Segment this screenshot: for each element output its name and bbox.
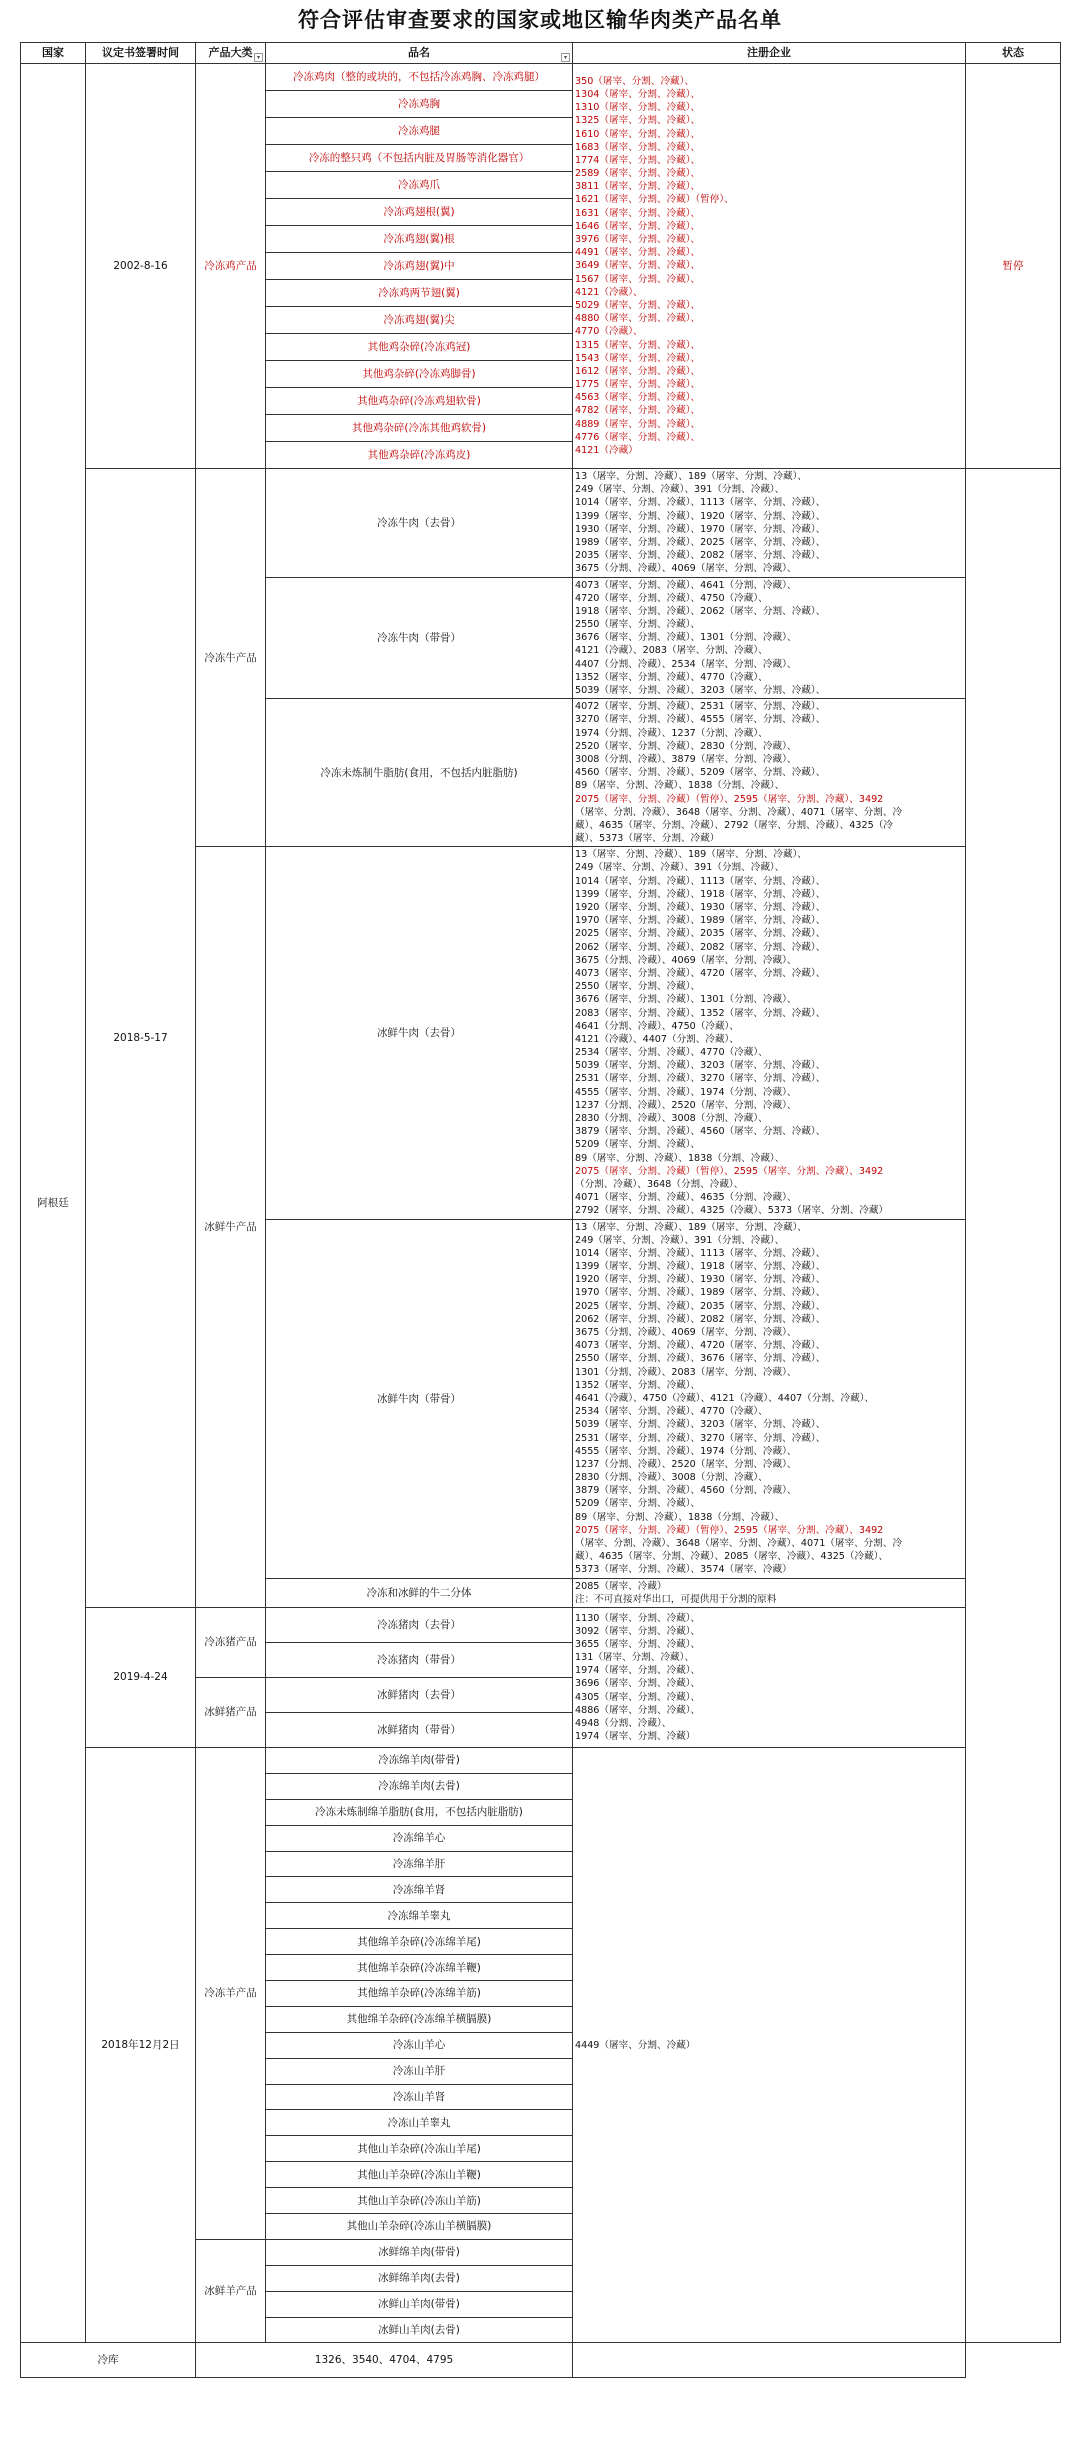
product-cell: 冷冻绵羊肉(带骨) bbox=[266, 1747, 573, 1773]
enterprise-line: 4407（分割、冷藏）、2534（屠宰、分割、冷藏）、 bbox=[575, 658, 797, 670]
enterprise-line: 4886（屠宰、分割、冷藏）、 bbox=[575, 1704, 701, 1716]
enterprise-line: 藏）、5373（屠宰、分割、冷藏） bbox=[575, 833, 720, 845]
product-cell: 其他鸡杂碎(冷冻鸡脚骨) bbox=[266, 361, 573, 388]
enterprise-line: 4560（屠宰、分割、冷藏）、5209（屠宰、分割、冷藏）、 bbox=[575, 767, 826, 779]
enterprise-line: 131（屠宰、分割、冷藏）、 bbox=[575, 1652, 695, 1664]
enterprise-cell bbox=[573, 469, 966, 578]
enterprise-line: （分割、冷藏）、3648（分割、冷藏）、 bbox=[575, 1178, 744, 1190]
enterprise-line: 4555（屠宰、分割、冷藏）、1974（分割、冷藏）、 bbox=[575, 1445, 797, 1457]
product-cell: 冷冻绵羊肉(去骨) bbox=[266, 1773, 573, 1799]
header-enterprise: 注册企业 bbox=[573, 43, 966, 64]
enterprise-line: 藏）、4635（屠宰、分割、冷藏）、2085（屠宰、冷藏）、4325（冷藏）、 bbox=[575, 1551, 889, 1563]
enterprise-line: 249（屠宰、分割、冷藏）、391（分割、冷藏）、 bbox=[575, 484, 785, 496]
enterprise-line: 89（屠宰、分割、冷藏）、1838（分割、冷藏）、 bbox=[575, 1511, 785, 1523]
enterprise-line: 5373（屠宰、分割、冷藏）、3574（屠宰、冷藏） bbox=[575, 1564, 792, 1576]
product-cell: 其他绵羊杂碎(冷冻绵羊横膈膜) bbox=[266, 2006, 573, 2032]
enterprise-line: 1310（屠宰、分割、冷藏）、 bbox=[575, 102, 701, 114]
enterprise-line: 1612（屠宰、分割、冷藏）、 bbox=[575, 365, 701, 377]
category-cell: 冷冻鸡产品 bbox=[196, 64, 266, 469]
product-cell: 冷冻鸡翅(翼)尖 bbox=[266, 307, 573, 334]
product-cell: 冷冻绵羊肾 bbox=[266, 1877, 573, 1903]
enterprise-line: 4121（冷藏） bbox=[575, 445, 638, 457]
table-row bbox=[21, 1747, 1061, 1773]
product-cell: 冷冻鸡胸 bbox=[266, 91, 573, 118]
enterprise-line: 1974（屠宰、分割、冷藏）、 bbox=[575, 1665, 701, 1677]
header-country: 国家 bbox=[21, 43, 86, 64]
enterprise-line: 1775（屠宰、分割、冷藏）、 bbox=[575, 379, 701, 391]
enterprise-line: （屠宰、分割、冷藏）、3648（屠宰、分割、冷藏）、4071（屠宰、分割、冷 bbox=[575, 806, 903, 818]
enterprise-line: 1974（分割、冷藏）、1237（分割、冷藏）、 bbox=[575, 727, 768, 739]
enterprise-line: 2830（分割、冷藏）、3008（分割、冷藏）、 bbox=[575, 1113, 768, 1124]
enterprise-line: 13（屠宰、分割、冷藏）、189（屠宰、分割、冷藏）、 bbox=[575, 849, 807, 861]
product-cell: 冷冻绵羊肝 bbox=[266, 1851, 573, 1877]
enterprise-line: 5039（屠宰、分割、冷藏）、3203（屠宰、分割、冷藏）、 bbox=[575, 1060, 826, 1072]
enterprise-line: 4782（屠宰、分割、冷藏）、 bbox=[575, 405, 701, 417]
product-cell: 其他鸡杂碎(冷冻鸡皮) bbox=[266, 442, 573, 469]
enterprise-line: 1301（分割、冷藏）、2083（屠宰、分割、冷藏）、 bbox=[575, 1366, 797, 1378]
page-title: 符合评估审查要求的国家或地区输华肉类产品名单 bbox=[298, 7, 782, 32]
product-cell: 冷冻猪肉（去骨） bbox=[266, 1607, 573, 1642]
enterprise-line: 1970（屠宰、分割、冷藏）、1989（屠宰、分割、冷藏）、 bbox=[575, 915, 826, 927]
enterprise-line: 3676（屠宰、分割、冷藏）、1301（分割、冷藏）、 bbox=[575, 632, 797, 644]
enterprise-line: 4770（冷藏）、 bbox=[575, 326, 643, 338]
enterprise-line: 3655（屠宰、分割、冷藏）、 bbox=[575, 1638, 701, 1650]
enterprise-line: 3976（屠宰、分割、冷藏）、 bbox=[575, 234, 701, 246]
enterprise-line: 4121（冷藏）、4407（分割、冷藏）、 bbox=[575, 1033, 739, 1045]
product-cell: 其他绵羊杂碎(冷冻绵羊尾) bbox=[266, 1929, 573, 1955]
enterprise-line: 2075（屠宰、分割、冷藏）（暂停）、2595（屠宰、分割、冷藏）、3492 bbox=[575, 793, 884, 805]
enterprise-line: 2035（屠宰、分割、冷藏）、2082（屠宰、分割、冷藏）、 bbox=[575, 550, 826, 562]
enterprise-line: 2550（屠宰、分割、冷藏）、 bbox=[575, 619, 701, 631]
enterprise-line: 3675（分割、冷藏）、4069（屠宰、分割、冷藏）、 bbox=[575, 954, 797, 966]
enterprise-line: 4072（屠宰、分割、冷藏）、2531（屠宰、分割、冷藏）、 bbox=[575, 701, 826, 713]
enterprise-line: 1325（屠宰、分割、冷藏）、 bbox=[575, 115, 701, 127]
enterprise-line: 3879（屠宰、分割、冷藏）、4560（分割、冷藏）、 bbox=[575, 1485, 797, 1497]
date-cell: 2019-4-24 bbox=[86, 1607, 196, 1747]
enterprise-line: 4073（屠宰、分割、冷藏）、4720（屠宰、分割、冷藏）、 bbox=[575, 967, 826, 979]
enterprise-line: 4641（冷藏）、4750（冷藏）、4121（冷藏）、4407（分割、冷藏）、 bbox=[575, 1392, 875, 1404]
enterprise-line: 2531（屠宰、分割、冷藏）、3270（屠宰、分割、冷藏）、 bbox=[575, 1073, 826, 1085]
enterprise-line: 2062（屠宰、分割、冷藏）、2082（屠宰、分割、冷藏）、 bbox=[575, 1313, 826, 1325]
enterprise-line: 13（屠宰、分割、冷藏）、189（屠宰、分割、冷藏）、 bbox=[575, 1221, 807, 1233]
country-cell: 阿根廷 bbox=[21, 64, 86, 2343]
enterprise-line: 2025（屠宰、分割、冷藏）、2035（屠宰、分割、冷藏）、 bbox=[575, 1300, 826, 1312]
product-cell: 冷冻鸡两节翅(翼) bbox=[266, 280, 573, 307]
product-cell: 冰鲜猪肉（去骨） bbox=[266, 1677, 573, 1712]
enterprise-line: 3649（屠宰、分割、冷藏）、 bbox=[575, 260, 701, 272]
enterprise-cell bbox=[573, 1607, 966, 1747]
header-row bbox=[21, 43, 1061, 64]
enterprise-line: 1014（屠宰、分割、冷藏）、1113（屠宰、分割、冷藏）、 bbox=[575, 875, 826, 887]
enterprise-cell bbox=[573, 64, 966, 469]
enterprise-line: 1930（屠宰、分割、冷藏）、1970（屠宰、分割、冷藏）、 bbox=[575, 523, 826, 535]
enterprise-line: 3676（屠宰、分割、冷藏）、1301（分割、冷藏）、 bbox=[575, 994, 797, 1006]
category-cell: 冰鲜羊产品 bbox=[196, 2239, 266, 2343]
enterprise-line: 1646（屠宰、分割、冷藏）、 bbox=[575, 220, 701, 232]
enterprise-line: 4555（屠宰、分割、冷藏）、1974（分割、冷藏）、 bbox=[575, 1086, 797, 1098]
enterprise-line: 249（屠宰、分割、冷藏）、391（分割、冷藏）、 bbox=[575, 1234, 785, 1246]
enterprise-line: 1974（屠宰、分割、冷藏） bbox=[575, 1731, 696, 1743]
cold-storage-enterprises: 1326、3540、4704、4795 bbox=[196, 2343, 573, 2378]
product-cell: 冰鲜牛肉（去骨） bbox=[266, 847, 573, 1219]
enterprise-line: 1631（屠宰、分割、冷藏）、 bbox=[575, 207, 701, 219]
product-cell: 其他山羊杂碎(冷冻山羊鞭) bbox=[266, 2162, 573, 2188]
product-cell: 其他绵羊杂碎(冷冻绵羊鞭) bbox=[266, 1955, 573, 1981]
category-cell: 冷冻牛产品 bbox=[196, 469, 266, 847]
cold-storage-label: 冷库 bbox=[21, 2343, 196, 2378]
product-cell: 冰鲜猪肉（带骨） bbox=[266, 1712, 573, 1747]
enterprise-line: 2534（屠宰、分割、冷藏）、4770（冷藏）、 bbox=[575, 1047, 768, 1059]
product-cell: 冷冻鸡腿 bbox=[266, 118, 573, 145]
enterprise-line: 1352（屠宰、分割、冷藏）、 bbox=[575, 1379, 701, 1391]
enterprise-line: 1304（屠宰、分割、冷藏）、 bbox=[575, 88, 701, 100]
enterprise-line: 1399（屠宰、分割、冷藏）、1918（屠宰、分割、冷藏）、 bbox=[575, 1261, 826, 1273]
enterprise-line: 1683（屠宰、分割、冷藏）、 bbox=[575, 141, 701, 153]
enterprise-line: 4720（屠宰、分割、冷藏）、4750（冷藏）、 bbox=[575, 592, 768, 604]
product-cell: 冰鲜山羊肉(去骨) bbox=[266, 2317, 573, 2343]
enterprise-line: 2062（屠宰、分割、冷藏）、2082（屠宰、分割、冷藏）、 bbox=[575, 941, 826, 953]
enterprise-line: 1918（屠宰、分割、冷藏）、2062（屠宰、分割、冷藏）、 bbox=[575, 605, 826, 617]
enterprise-line: 1567（屠宰、分割、冷藏）、 bbox=[575, 273, 701, 285]
product-cell: 冷冻牛肉（带骨） bbox=[266, 577, 573, 699]
status-cell bbox=[573, 2343, 966, 2378]
enterprise-line: 1970（屠宰、分割、冷藏）、1989（屠宰、分割、冷藏）、 bbox=[575, 1287, 826, 1299]
enterprise-line: 2075（屠宰、分割、冷藏）（暂停）、2595（屠宰、分割、冷藏）、3492 bbox=[575, 1165, 884, 1177]
enterprise-line: 1237（分割、冷藏）、2520（屠宰、分割、冷藏）、 bbox=[575, 1099, 797, 1111]
enterprise-line: 2792（屠宰、分割、冷藏）、4325（冷藏）、5373（屠宰、分割、冷藏） bbox=[575, 1205, 889, 1217]
product-cell: 冷冻鸡爪 bbox=[266, 172, 573, 199]
product-cell: 冷冻牛肉（去骨） bbox=[266, 469, 573, 578]
enterprise-line: 1989（屠宰、分割、冷藏）、2025（屠宰、分割、冷藏）、 bbox=[575, 536, 826, 548]
table-row bbox=[21, 2343, 1061, 2378]
enterprise-line: 13（屠宰、分割、冷藏）、189（屠宰、分割、冷藏）、 bbox=[575, 471, 807, 482]
product-cell: 其他鸡杂碎(冷冻鸡冠) bbox=[266, 334, 573, 361]
enterprise-line: 1130（屠宰、分割、冷藏）、 bbox=[575, 1612, 701, 1624]
category-cell: 冷冻猪产品 bbox=[196, 1607, 266, 1677]
enterprise-line: 3092（屠宰、分割、冷藏）、 bbox=[575, 1625, 701, 1637]
enterprise-line: 4491（屠宰、分割、冷藏）、 bbox=[575, 247, 701, 259]
product-cell: 其他鸡杂碎(冷冻鸡翅软骨) bbox=[266, 388, 573, 415]
enterprise-line: 4880（屠宰、分割、冷藏）、 bbox=[575, 313, 701, 325]
enterprise-line: 1399（屠宰、分割、冷藏）、1918（屠宰、分割、冷藏）、 bbox=[575, 888, 826, 900]
meat-product-table bbox=[20, 42, 1061, 2378]
enterprise-line: 4776（屠宰、分割、冷藏）、 bbox=[575, 431, 701, 443]
enterprise-line: 1014（屠宰、分割、冷藏）、1113（屠宰、分割、冷藏）、 bbox=[575, 1247, 826, 1259]
table-row bbox=[21, 1607, 1061, 1642]
product-cell: 其他绵羊杂碎(冷冻绵羊筋) bbox=[266, 1980, 573, 2006]
enterprise-line: 5039（屠宰、分割、冷藏）、3203（屠宰、分割、冷藏）、 bbox=[575, 1419, 826, 1431]
enterprise-line: 5039（屠宰、分割、冷藏）、3203（屠宰、分割、冷藏）、 bbox=[575, 685, 826, 696]
enterprise-line: 4563（屠宰、分割、冷藏）、 bbox=[575, 392, 701, 404]
enterprise-line: 1237（分割、冷藏）、2520（屠宰、分割、冷藏）、 bbox=[575, 1458, 797, 1470]
header-product[interactable]: 品名 ▾ bbox=[266, 43, 573, 64]
enterprise-line: 2083（屠宰、分割、冷藏）、1352（屠宰、分割、冷藏）、 bbox=[575, 1007, 826, 1019]
category-cell: 冰鲜猪产品 bbox=[196, 1677, 266, 1747]
product-cell: 冷冻绵羊睾丸 bbox=[266, 1903, 573, 1929]
table-row bbox=[21, 64, 1061, 91]
product-cell: 冷冻鸡翅(翼)中 bbox=[266, 253, 573, 280]
enterprise-line: 5029（屠宰、分割、冷藏）、 bbox=[575, 299, 701, 311]
enterprise-line: 2550（屠宰、分割、冷藏）、 bbox=[575, 981, 701, 993]
enterprise-line: 4641（分割、冷藏）、4750（冷藏）、 bbox=[575, 1020, 739, 1032]
product-cell: 冷冻山羊肝 bbox=[266, 2058, 573, 2084]
enterprise-line: 3696（屠宰、分割、冷藏）、 bbox=[575, 1678, 701, 1690]
product-cell: 其他山羊杂碎(冷冻山羊尾) bbox=[266, 2136, 573, 2162]
product-cell: 冷冻鸡翅(翼)根 bbox=[266, 226, 573, 253]
enterprise-line: 1621（屠宰、分割、冷藏）（暂停）、 bbox=[575, 194, 734, 206]
product-cell: 冷冻绵羊心 bbox=[266, 1825, 573, 1851]
enterprise-line: 1399（屠宰、分割、冷藏）、1920（屠宰、分割、冷藏）、 bbox=[575, 510, 826, 522]
enterprise-line: 2830（分割、冷藏）、3008（分割、冷藏）、 bbox=[575, 1472, 768, 1484]
category-cell: 冷冻羊产品 bbox=[196, 1747, 266, 2239]
date-cell: 2002-8-16 bbox=[86, 64, 196, 469]
enterprise-line: 注：不可直接对华出口，可提供用于分割的原料 bbox=[575, 1593, 777, 1605]
product-cell: 冷冻鸡翅根(翼) bbox=[266, 199, 573, 226]
enterprise-line: 3675（分割、冷藏）、4069（屠宰、分割、冷藏）、 bbox=[575, 1327, 797, 1338]
enterprise-line: 2550（屠宰、分割、冷藏）、3676（屠宰、分割、冷藏）、 bbox=[575, 1353, 826, 1365]
enterprise-cell bbox=[573, 699, 966, 847]
enterprise-line: 4071（屠宰、分割、冷藏）、4635（分割、冷藏）、 bbox=[575, 1192, 797, 1204]
enterprise-cell bbox=[573, 577, 966, 699]
enterprise-line: 4305（屠宰、分割、冷藏）、 bbox=[575, 1691, 701, 1703]
enterprise-line: 4121（冷藏）、2083（屠宰、分割、冷藏）、 bbox=[575, 645, 768, 657]
product-cell: 冰鲜山羊肉(带骨) bbox=[266, 2291, 573, 2317]
enterprise-line: 2520（屠宰、分割、冷藏）、2830（分割、冷藏）、 bbox=[575, 740, 797, 752]
status-cell: 暂停 bbox=[966, 64, 1061, 469]
product-cell: 其他山羊杂碎(冷冻山羊横膈膜) bbox=[266, 2213, 573, 2239]
category-cell: 冰鲜牛产品 bbox=[196, 847, 266, 1608]
filter-dropdown-icon[interactable]: ▾ bbox=[561, 53, 570, 62]
product-cell: 冷冻未炼制牛脂肪(食用，不包括内脏脂肪) bbox=[266, 699, 573, 847]
enterprise-line: 4073（屠宰、分割、冷藏）、4641（分割、冷藏）、 bbox=[575, 579, 797, 591]
enterprise-line: 2025（屠宰、分割、冷藏）、2035（屠宰、分割、冷藏）、 bbox=[575, 928, 826, 940]
enterprise-cell bbox=[573, 1578, 966, 1607]
table-row bbox=[21, 469, 1061, 578]
enterprise-line: 5209（屠宰、分割、冷藏）、 bbox=[575, 1498, 701, 1510]
enterprise-cell bbox=[573, 847, 966, 1219]
enterprise-line: 4948（分割、冷藏）、 bbox=[575, 1718, 672, 1729]
enterprise-line: 1920（屠宰、分割、冷藏）、1930（屠宰、分割、冷藏）、 bbox=[575, 902, 826, 913]
header-category[interactable]: 产品大类 ▾ bbox=[196, 43, 266, 64]
enterprise-line: 89（屠宰、分割、冷藏）、1838（分割、冷藏）、 bbox=[575, 1152, 785, 1164]
product-cell: 冷冻山羊睾丸 bbox=[266, 2110, 573, 2136]
enterprise-line: 1014（屠宰、分割、冷藏）、1113（屠宰、分割、冷藏）、 bbox=[575, 497, 826, 509]
filter-dropdown-icon[interactable]: ▾ bbox=[254, 53, 263, 62]
product-cell: 冷冻山羊肾 bbox=[266, 2084, 573, 2110]
enterprise-line: 1774（屠宰、分割、冷藏）、 bbox=[575, 154, 701, 166]
product-cell: 冷冻鸡肉（整的或块的，不包括冷冻鸡胸、冷冻鸡腿） bbox=[266, 64, 573, 91]
product-cell: 冰鲜绵羊肉(去骨) bbox=[266, 2265, 573, 2291]
enterprise-line: 89（屠宰、分割、冷藏）、1838（分割、冷藏）、 bbox=[575, 780, 785, 792]
enterprise-line: 1610（屠宰、分割、冷藏）、 bbox=[575, 128, 701, 140]
enterprise-line: 2534（屠宰、分割、冷藏）、4770（冷藏）、 bbox=[575, 1406, 768, 1418]
enterprise-line: 2531（屠宰、分割、冷藏）、3270（屠宰、分割、冷藏）、 bbox=[575, 1432, 826, 1444]
enterprise-line: 350（屠宰、分割、冷藏）、 bbox=[575, 75, 695, 87]
enterprise-line: 3008（分割、冷藏）、3879（屠宰、分割、冷藏）、 bbox=[575, 753, 797, 765]
enterprise-line: 2075（屠宰、分割、冷藏）（暂停）、2595（屠宰、分割、冷藏）、3492 bbox=[575, 1524, 884, 1536]
product-cell: 冷冻山羊心 bbox=[266, 2032, 573, 2058]
product-cell: 冰鲜绵羊肉(带骨) bbox=[266, 2239, 573, 2265]
header-date: 议定书签署时间 bbox=[86, 43, 196, 64]
enterprise-line: 3879（屠宰、分割、冷藏）、4560（屠宰、分割、冷藏）、 bbox=[575, 1126, 826, 1138]
enterprise-cell bbox=[573, 1219, 966, 1578]
enterprise-line: 1352（屠宰、分割、冷藏）、4770（冷藏）、 bbox=[575, 671, 768, 683]
product-cell: 其他鸡杂碎(冷冻其他鸡软骨) bbox=[266, 415, 573, 442]
enterprise-line: 1920（屠宰、分割、冷藏）、1930（屠宰、分割、冷藏）、 bbox=[575, 1274, 826, 1286]
product-cell: 冷冻未炼制绵羊脂肪(食用，不包括内脏脂肪) bbox=[266, 1799, 573, 1825]
enterprise-line: 249（屠宰、分割、冷藏）、391（分割、冷藏）、 bbox=[575, 862, 785, 874]
date-cell: 2018-5-17 bbox=[86, 469, 196, 1608]
product-cell: 冰鲜牛肉（带骨） bbox=[266, 1219, 573, 1578]
product-cell: 冷冻和冰鲜的牛二分体 bbox=[266, 1578, 573, 1607]
enterprise-line: 5209（屠宰、分割、冷藏）、 bbox=[575, 1139, 701, 1151]
enterprise-line: 2589（屠宰、分割、冷藏）、 bbox=[575, 168, 701, 180]
enterprise-line: 3675（分割、冷藏）、4069（屠宰、分割、冷藏）、 bbox=[575, 563, 797, 575]
enterprise-line: 2085（屠宰、冷藏） bbox=[575, 1580, 667, 1592]
enterprise-line: 1315（屠宰、分割、冷藏）、 bbox=[575, 339, 701, 351]
product-cell: 冷冻的整只鸡（不包括内脏及胃肠等消化器官） bbox=[266, 145, 573, 172]
enterprise-line: 4073（屠宰、分割、冷藏）、4720（屠宰、分割、冷藏）、 bbox=[575, 1340, 826, 1352]
product-cell: 其他山羊杂碎(冷冻山羊筋) bbox=[266, 2188, 573, 2214]
status-cell bbox=[966, 469, 1061, 2343]
header-status: 状态 bbox=[966, 43, 1061, 64]
date-cell: 2018年12月2日 bbox=[86, 1747, 196, 2342]
enterprise-line: 4121（冷藏）、 bbox=[575, 286, 643, 298]
enterprise-line: 1543（屠宰、分割、冷藏）、 bbox=[575, 352, 701, 364]
enterprise-line: （屠宰、分割、冷藏）、3648（屠宰、分割、冷藏）、4071（屠宰、分割、冷 bbox=[575, 1538, 903, 1549]
product-cell: 冷冻猪肉（带骨） bbox=[266, 1642, 573, 1677]
enterprise-line: 3811（屠宰、分割、冷藏）、 bbox=[575, 181, 701, 193]
enterprise-line: 4889（屠宰、分割、冷藏）、 bbox=[575, 418, 701, 430]
enterprise-line: 藏）、4635（屠宰、分割、冷藏）、2792（屠宰、分割、冷藏）、4325（冷 bbox=[575, 819, 893, 831]
enterprise-line: 3270（屠宰、分割、冷藏）、4555（屠宰、分割、冷藏）、 bbox=[575, 714, 826, 726]
enterprise-cell: 4449（屠宰、分割、冷藏） bbox=[573, 1747, 966, 2342]
